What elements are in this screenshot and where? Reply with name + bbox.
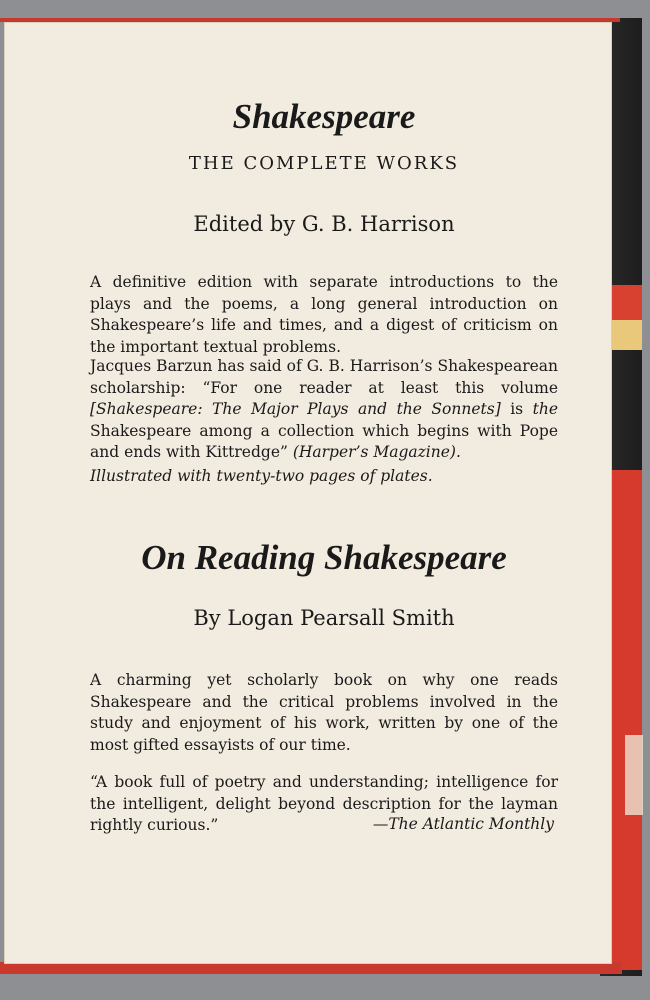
quote-source: (Harper’s Magazine). [292,443,461,461]
quote-emphasis: the [532,400,559,418]
book1-editor: Edited by G. B. Harrison [193,212,455,236]
book1-description: A definitive edition with separate introductions to the plays and the poems, a long general introduction on Shakespeare’s life and times, and a digest of criticism on the important textual problems. [90,273,558,356]
spine-worn-mark [625,735,643,815]
book2-quote-attribution: —The Atlantic Monthly [372,815,554,833]
quote-text: is [500,400,533,418]
book2-title: On Reading Shakespeare [141,538,507,577]
dust-jacket-back [4,22,612,964]
book2-review-quote: “A book full of poetry and understanding; intelligence for the intelligent, delight beyond description for the layman rightly curious.” [90,773,558,834]
book2-author: By Logan Pearsall Smith [193,606,455,630]
book1-illustrations-note: Illustrated with twenty-two pages of plates. [90,467,433,485]
quote-book-title: [Shakespeare: The Major Plays and the Sonnets] [90,400,501,418]
book1-title: Shakespeare [232,97,416,136]
book1-subtitle: THE COMPLETE WORKS [188,153,460,174]
quote-text: Shakespeare among a collection which begins with Pope and ends with Kittredge” [90,421,558,461]
book2-description: A charming yet scholarly book on why one reads Shakespeare and the critical problems involved in the study and enjoyment of his work, written by one of the most gifted essayists of our time. [90,671,558,754]
quote-text: Jacques Barzun has said of G. B. Harrison’s Shakespearean scholarship: “For one reader at least this volume [90,357,558,397]
book1-review-quote [90,356,558,464]
